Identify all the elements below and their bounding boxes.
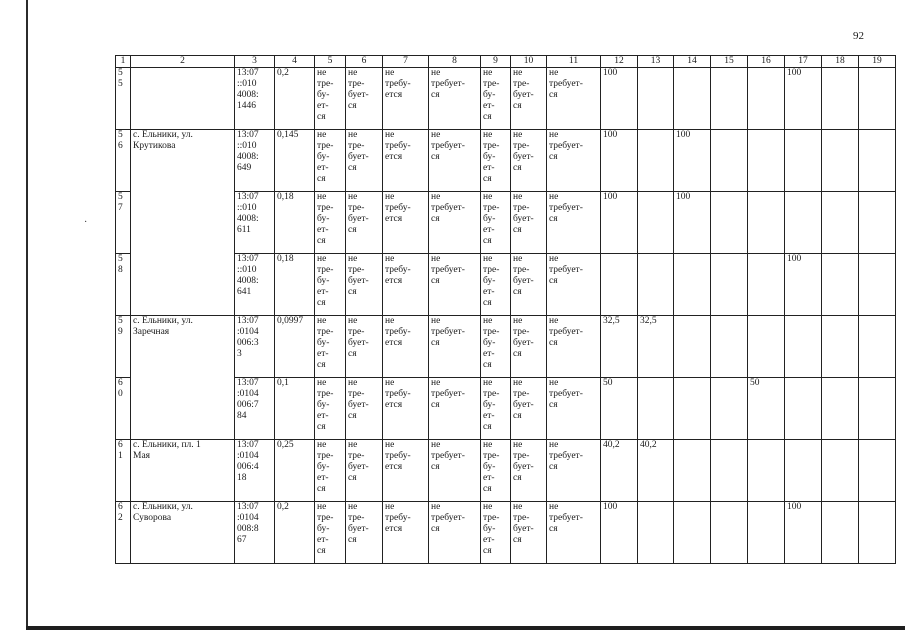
table-cell: [674, 130, 711, 192]
cell-text: 5 6: [118, 130, 123, 151]
table-cell: [547, 378, 601, 440]
table-cell: [748, 378, 785, 440]
cell-text: не требует- ся: [431, 68, 465, 100]
table-cell: [511, 254, 547, 316]
column-header: 2: [131, 56, 235, 68]
cell-text: 0,0997: [277, 316, 304, 326]
table-cell: [383, 68, 429, 130]
column-header: 1: [116, 56, 131, 68]
table-cell: [315, 378, 346, 440]
table-cell: [822, 254, 859, 316]
table-cell: [315, 316, 346, 378]
row-number-cell: [116, 130, 131, 192]
cell-text: 100: [603, 68, 618, 78]
table-cell: [429, 254, 481, 316]
cell-text: не требует- ся: [431, 192, 465, 224]
table-cell: [481, 502, 511, 564]
table-cell: [315, 130, 346, 192]
cell-text: не тре- бу- ет- ся: [483, 440, 500, 494]
table-cell: [429, 130, 481, 192]
table-cell: [481, 254, 511, 316]
table-cell: [346, 378, 383, 440]
table-row: [116, 68, 896, 130]
column-header: 12: [601, 56, 638, 68]
page-left-border: [26, 0, 28, 628]
area-cell: [275, 316, 315, 378]
table-cell: [547, 254, 601, 316]
page-number: 92: [853, 30, 864, 42]
cell-text: 0,18: [277, 254, 294, 264]
table-cell: [822, 130, 859, 192]
cell-text: не требу- ется: [385, 68, 411, 100]
column-header: 5: [315, 56, 346, 68]
table-cell: [638, 316, 674, 378]
margin-mark: ·: [84, 217, 88, 228]
cell-text: не тре- бу- ет- ся: [317, 316, 334, 370]
table-cell: [346, 440, 383, 502]
cell-text: не тре- бует- ся: [513, 316, 534, 359]
cell-text: не требу- ется: [385, 316, 411, 348]
cell-text: не тре- бует- ся: [513, 192, 534, 235]
table-cell: [711, 440, 748, 502]
cell-text: 6 2: [118, 502, 123, 523]
cell-text: 13:07 ::010 4008: 641: [237, 254, 259, 297]
table-row: [116, 316, 896, 378]
cell-text: 100: [787, 254, 802, 264]
cell-text: не тре- бу- ет- ся: [483, 316, 500, 370]
table-cell: [315, 502, 346, 564]
cell-text: не требует- ся: [431, 130, 465, 162]
cell-text: 0,2: [277, 68, 289, 78]
area-cell: [275, 130, 315, 192]
table-cell: [674, 502, 711, 564]
cadastral-number-cell: [235, 440, 275, 502]
table-cell: [346, 316, 383, 378]
table-cell: [547, 68, 601, 130]
cell-text: не тре- бу- ет- ся: [483, 68, 500, 122]
column-header: 6: [346, 56, 383, 68]
table-cell: [859, 68, 896, 130]
cell-text: не тре- бует- ся: [513, 378, 534, 421]
table-cell: [748, 192, 785, 254]
area-cell: [275, 254, 315, 316]
table-cell: [638, 440, 674, 502]
table-cell: [601, 192, 638, 254]
cell-text: не требует- ся: [549, 440, 583, 472]
column-header: 16: [748, 56, 785, 68]
table-cell: [638, 254, 674, 316]
cell-text: 50: [750, 378, 760, 388]
table-cell: [785, 502, 822, 564]
table-cell: [638, 378, 674, 440]
cell-text: не требует- ся: [549, 316, 583, 348]
cell-text: 40,2: [640, 440, 657, 450]
address-text: с. Ельники, пл. 1 Мая: [133, 440, 201, 461]
cell-text: 13:07 ::010 4008: 649: [237, 130, 259, 173]
table-cell: [859, 192, 896, 254]
address-text: с. Ельники, ул. Крутикова: [133, 130, 193, 151]
cell-text: не требу- ется: [385, 440, 411, 472]
table-body: [116, 68, 896, 564]
cell-text: 5 7: [118, 192, 123, 213]
cell-text: не тре- бу- ет- ся: [483, 254, 500, 308]
table-cell: [429, 316, 481, 378]
table-cell: [601, 502, 638, 564]
table-cell: [711, 316, 748, 378]
table-cell: [481, 316, 511, 378]
table-cell: [511, 192, 547, 254]
table-cell: [346, 192, 383, 254]
cell-text: не тре- бует- ся: [348, 68, 369, 111]
column-header: 11: [547, 56, 601, 68]
table-cell: [859, 254, 896, 316]
cell-text: 100: [676, 130, 691, 140]
cell-text: 6 1: [118, 440, 123, 461]
table-cell: [859, 130, 896, 192]
table-cell: [481, 192, 511, 254]
cell-text: 5 5: [118, 68, 123, 89]
table-cell: [547, 130, 601, 192]
table-cell: [674, 378, 711, 440]
cell-text: 100: [603, 502, 618, 512]
table-cell: [601, 378, 638, 440]
cell-text: не тре- бу- ет- ся: [483, 378, 500, 432]
cell-text: не тре- бует- ся: [513, 130, 534, 173]
cell-text: 13:07 :0104 006:3 3: [237, 316, 259, 359]
cell-text: не тре- бу- ет- ся: [317, 130, 334, 184]
column-header: 19: [859, 56, 896, 68]
cell-text: 0,18: [277, 192, 294, 202]
cell-text: не тре- бует- ся: [348, 378, 369, 421]
table-cell: [859, 378, 896, 440]
column-header: 9: [481, 56, 511, 68]
table-cell: [601, 316, 638, 378]
cell-text: не требует- ся: [549, 502, 583, 534]
table-cell: [859, 316, 896, 378]
cadastral-number-cell: [235, 502, 275, 564]
cell-text: 100: [787, 68, 802, 78]
cell-text: не тре- бует- ся: [348, 502, 369, 545]
address-cell: [131, 68, 235, 130]
cell-text: 13:07 :0104 006:7 84: [237, 378, 259, 421]
address-cell: [131, 502, 235, 564]
table-cell: [547, 316, 601, 378]
cadastral-number-cell: [235, 68, 275, 130]
table-cell: [711, 502, 748, 564]
cell-text: не требу- ется: [385, 502, 411, 534]
cell-text: 13:07 :0104 008:8 67: [237, 502, 259, 545]
table-cell: [822, 68, 859, 130]
address-text: с. Ельники, ул. Суворова: [133, 502, 193, 523]
table-cell: [822, 316, 859, 378]
cadastral-number-cell: [235, 254, 275, 316]
table-cell: [601, 130, 638, 192]
table-cell: [511, 440, 547, 502]
table-cell: [383, 130, 429, 192]
cadastral-number-cell: [235, 192, 275, 254]
cell-text: не требу- ется: [385, 130, 411, 162]
cell-text: 13:07 ::010 4008: 611: [237, 192, 259, 235]
cell-text: не требует- ся: [431, 254, 465, 286]
cell-text: 32,5: [603, 316, 620, 326]
table-cell: [511, 378, 547, 440]
table-cell: [547, 192, 601, 254]
cadastral-number-cell: [235, 378, 275, 440]
table-cell: [748, 130, 785, 192]
cell-text: не тре- бует- ся: [513, 254, 534, 297]
column-header: 13: [638, 56, 674, 68]
table-cell: [481, 130, 511, 192]
cell-text: 32,5: [640, 316, 657, 326]
cell-text: не требу- ется: [385, 378, 411, 410]
column-header: 15: [711, 56, 748, 68]
address-text: с. Ельники, ул. Заречная: [133, 316, 193, 337]
land-plot-table: [115, 55, 896, 564]
cell-text: 50: [603, 378, 613, 388]
cell-text: 5 8: [118, 254, 123, 275]
table-cell: [481, 440, 511, 502]
table-cell: [511, 68, 547, 130]
table-cell: [785, 440, 822, 502]
cell-text: 100: [787, 502, 802, 512]
table-cell: [711, 130, 748, 192]
table-cell: [785, 254, 822, 316]
cell-text: не требу- ется: [385, 254, 411, 286]
cell-text: 6 0: [118, 378, 123, 399]
table-cell: [748, 254, 785, 316]
table-cell: [674, 254, 711, 316]
table-cell: [785, 130, 822, 192]
table-cell: [601, 68, 638, 130]
table-cell: [429, 192, 481, 254]
table-cell: [748, 68, 785, 130]
cell-text: 0,1: [277, 378, 289, 388]
table-cell: [601, 254, 638, 316]
cell-text: не требует- ся: [549, 68, 583, 100]
table-cell: [822, 502, 859, 564]
table-cell: [601, 440, 638, 502]
cell-text: 0,25: [277, 440, 294, 450]
cell-text: не тре- бует- ся: [348, 316, 369, 359]
row-number-cell: [116, 192, 131, 254]
cell-text: не требует- ся: [431, 440, 465, 472]
address-cell: [131, 130, 235, 316]
table-row: [116, 502, 896, 564]
cell-text: 5 9: [118, 316, 123, 337]
table-cell: [346, 254, 383, 316]
cell-text: 0,2: [277, 502, 289, 512]
table-cell: [711, 192, 748, 254]
cell-text: 100: [603, 192, 618, 202]
column-header: 7: [383, 56, 429, 68]
address-cell: [131, 440, 235, 502]
table-cell: [481, 68, 511, 130]
row-number-cell: [116, 316, 131, 378]
cell-text: не тре- бу- ет- ся: [483, 130, 500, 184]
cell-text: 13:07 :0104 006:4 18: [237, 440, 259, 483]
cell-text: не тре- бу- ет- ся: [317, 254, 334, 308]
table-cell: [674, 68, 711, 130]
cell-text: не требует- ся: [549, 254, 583, 286]
cell-text: не тре- бует- ся: [513, 502, 534, 545]
table-cell: [748, 316, 785, 378]
table-cell: [383, 502, 429, 564]
table-cell: [511, 316, 547, 378]
area-cell: [275, 502, 315, 564]
table-cell: [638, 192, 674, 254]
cell-text: 100: [676, 192, 691, 202]
cell-text: не тре- бует- ся: [348, 130, 369, 173]
area-cell: [275, 192, 315, 254]
cell-text: не требует- ся: [431, 378, 465, 410]
table-cell: [383, 378, 429, 440]
cell-text: не тре- бу- ет- ся: [317, 440, 334, 494]
column-header: 3: [235, 56, 275, 68]
table-cell: [785, 378, 822, 440]
row-number-cell: [116, 254, 131, 316]
table-cell: [511, 130, 547, 192]
row-number-cell: [116, 502, 131, 564]
table-cell: [511, 502, 547, 564]
table-cell: [859, 440, 896, 502]
area-cell: [275, 440, 315, 502]
cadastral-number-cell: [235, 130, 275, 192]
cell-text: не тре- бу- ет- ся: [483, 192, 500, 246]
cell-text: не тре- бу- ет- ся: [317, 378, 334, 432]
table-cell: [429, 68, 481, 130]
column-header: 17: [785, 56, 822, 68]
cell-text: не требует- ся: [549, 192, 583, 224]
table-cell: [383, 440, 429, 502]
table-cell: [748, 440, 785, 502]
row-number-cell: [116, 440, 131, 502]
cell-text: не тре- бует- ся: [513, 68, 534, 111]
cell-text: не требует- ся: [431, 502, 465, 534]
column-header: 18: [822, 56, 859, 68]
cell-text: не тре- бует- ся: [348, 440, 369, 483]
table-cell: [638, 68, 674, 130]
area-cell: [275, 68, 315, 130]
table-cell: [785, 192, 822, 254]
table-cell: [638, 502, 674, 564]
cell-text: не требует- ся: [549, 378, 583, 410]
table-cell: [383, 192, 429, 254]
cell-text: не тре- бу- ет- ся: [317, 68, 334, 122]
table-cell: [785, 316, 822, 378]
column-header: 10: [511, 56, 547, 68]
table-cell: [822, 378, 859, 440]
table-cell: [383, 254, 429, 316]
area-cell: [275, 378, 315, 440]
table-cell: [346, 68, 383, 130]
table-cell: [822, 440, 859, 502]
table-cell: [429, 440, 481, 502]
table-cell: [859, 502, 896, 564]
cell-text: не тре- бует- ся: [348, 254, 369, 297]
cell-text: не требует- ся: [549, 130, 583, 162]
table-cell: [547, 502, 601, 564]
row-number-cell: [116, 378, 131, 440]
cell-text: 40,2: [603, 440, 620, 450]
table-cell: [785, 68, 822, 130]
cell-text: не тре- бу- ет- ся: [317, 502, 334, 556]
cell-text: не требу- ется: [385, 192, 411, 224]
table-cell: [547, 440, 601, 502]
page-bottom-border: [26, 626, 905, 630]
table-cell: [429, 378, 481, 440]
address-cell: [131, 316, 235, 440]
table-cell: [346, 502, 383, 564]
cell-text: не тре- бует- ся: [513, 440, 534, 483]
table-cell: [674, 192, 711, 254]
cadastral-number-cell: [235, 316, 275, 378]
table-cell: [711, 68, 748, 130]
cell-text: не требует- ся: [431, 316, 465, 348]
table-cell: [481, 378, 511, 440]
table-cell: [315, 68, 346, 130]
table-cell: [711, 254, 748, 316]
row-number-cell: [116, 68, 131, 130]
table-cell: [429, 502, 481, 564]
column-header: 14: [674, 56, 711, 68]
table-cell: [315, 440, 346, 502]
cell-text: не тре- бу- ет- ся: [483, 502, 500, 556]
table-cell: [315, 254, 346, 316]
table-row: [116, 440, 896, 502]
table-cell: [822, 192, 859, 254]
table-cell: [711, 378, 748, 440]
table-cell: [383, 316, 429, 378]
table-cell: [748, 502, 785, 564]
table-cell: [346, 130, 383, 192]
cell-text: не тре- бу- ет- ся: [317, 192, 334, 246]
column-header: 8: [429, 56, 481, 68]
table-cell: [674, 316, 711, 378]
cell-text: 0,145: [277, 130, 299, 140]
column-header: 4: [275, 56, 315, 68]
table-cell: [638, 130, 674, 192]
cell-text: 13:07 ::010 4008: 1446: [237, 68, 259, 111]
cell-text: не тре- бует- ся: [348, 192, 369, 235]
table-row: [116, 130, 896, 192]
header-row: [116, 56, 896, 68]
cell-text: 100: [603, 130, 618, 140]
table-cell: [315, 192, 346, 254]
table-cell: [674, 440, 711, 502]
